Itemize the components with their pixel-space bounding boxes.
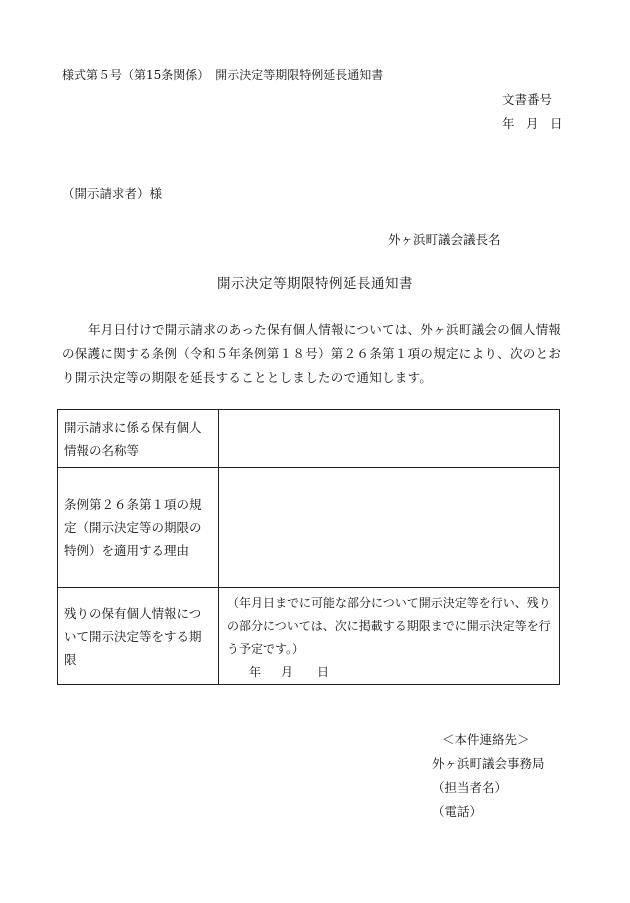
issue-date-month: 月 xyxy=(526,116,539,131)
document-number-label: 文書番号 xyxy=(502,92,553,107)
row-value-deadline xyxy=(219,588,560,685)
deadline-description: （年月日までに可能な部分について開示決定等を行い、残りの部分については、次に掲載する期限までに開示決定等を行う予定です。） xyxy=(227,596,551,656)
contact-heading: ＜本件連絡先＞ xyxy=(442,732,530,747)
contact-person: （担当者名） xyxy=(432,780,508,795)
row-value-info-name xyxy=(219,410,560,468)
row-label-deadline: 残りの保有個人情報について開示決定等をする期限 xyxy=(58,588,219,685)
deadline-date-day: 日 xyxy=(317,665,330,679)
notice-body: 年月日付けで開示請求のあった保有個人情報については、外ヶ浜町議会の個人情報の保護に関する条例（令和５年条例第１８号）第２６条第１項の規定により、次のとおり開示決定等の期限を延長することとしましたので通知します。 xyxy=(62,322,562,385)
table-row xyxy=(58,588,560,685)
issue-date-year: 年 xyxy=(502,116,515,131)
issue-date xyxy=(502,116,563,132)
table-row xyxy=(58,410,560,468)
row-label-reason: 条例第２６条第１項の規定（開示決定等の期限の特例）を適用する理由 xyxy=(58,468,219,588)
deadline-date-year: 年 xyxy=(249,665,262,679)
issue-date-day: 日 xyxy=(550,116,563,131)
addressee: （開示請求者）様 xyxy=(62,186,163,201)
form-label: 様式第５号（第15条関係） 開示決定等期限特例延長通知書 xyxy=(62,68,384,82)
sender-name: 外ヶ浜町議会議長名 xyxy=(388,232,501,247)
contact-office: 外ヶ浜町議会事務局 xyxy=(432,756,545,771)
document-title: 開示決定等期限特例延長通知書 xyxy=(217,276,413,292)
contact-phone: （電話） xyxy=(432,804,483,819)
table-row xyxy=(58,468,560,588)
notice-table xyxy=(57,409,560,685)
row-label-info-name: 開示請求に係る保有個人情報の名称等 xyxy=(58,410,219,468)
row-value-reason xyxy=(219,468,560,588)
deadline-date-month: 月 xyxy=(281,665,294,679)
deadline-date xyxy=(227,661,551,684)
